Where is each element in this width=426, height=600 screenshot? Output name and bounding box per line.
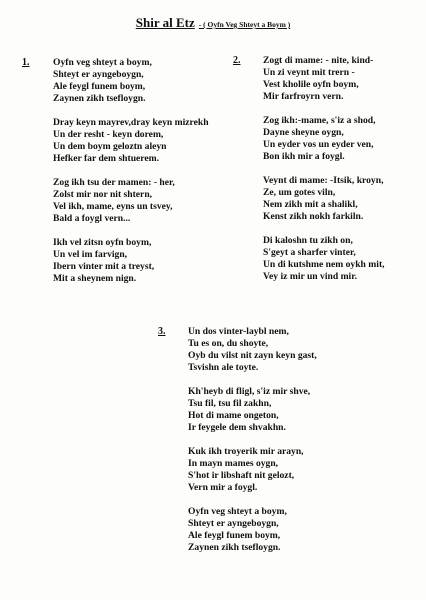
verse-line: Oyfn veg shteyt a boym, bbox=[188, 506, 287, 517]
verse-line: Tsu fil, tsu fil zakhn, bbox=[188, 398, 272, 409]
verse-line: Tsvishn ale toyte. bbox=[188, 362, 259, 373]
stanza bbox=[53, 117, 209, 165]
verse-line: Shteyt er ayngeboygn, bbox=[53, 69, 144, 80]
verse-section-2 bbox=[263, 55, 385, 295]
verse-line: Tu es on, du shoyte, bbox=[188, 338, 269, 349]
verse-line: Vel ikh, mame, eyns un tsvey, bbox=[53, 201, 173, 212]
stanza bbox=[53, 177, 209, 225]
verse-line: Ibern vinter mit a treyst, bbox=[53, 261, 155, 272]
stanza bbox=[188, 326, 317, 374]
verse-line: Un vel im farvign, bbox=[53, 249, 128, 260]
section-number-3: 3. bbox=[158, 326, 166, 337]
verse-line: Zog ikh:-mame, s'iz a shod, bbox=[263, 115, 376, 126]
verse-line: Vey iz mir un vind mir. bbox=[263, 271, 357, 282]
verse-line: Zogt di mame: - nite, kind- bbox=[263, 55, 374, 66]
verse-line: S'hot ir libshaft nit gelozt, bbox=[188, 470, 295, 481]
verse-line: Mit a sheynem nign. bbox=[53, 273, 137, 284]
verse-line: Dayne sheyne oygn, bbox=[263, 127, 344, 138]
verse-line: Ikh vel zitsn oyfn boym, bbox=[53, 237, 152, 248]
verse-line: Un dem boym geloztn aleyn bbox=[53, 141, 167, 152]
verse-line: Un di kutshme nem oykh mit, bbox=[263, 259, 385, 270]
song-title: Shir al Etz bbox=[135, 15, 195, 30]
verse-line: Zaynen zikh tsefloygn. bbox=[53, 93, 146, 104]
stanza bbox=[263, 115, 385, 163]
stanza bbox=[263, 55, 385, 103]
stanza bbox=[53, 57, 209, 105]
section-number-1: 1. bbox=[22, 57, 30, 68]
verse-line: Bald a foygl vern... bbox=[53, 213, 131, 224]
verse-line: Hot di mame ongeton, bbox=[188, 410, 279, 421]
verse-line: Veynt di mame: -Itsik, kroyn, bbox=[263, 175, 384, 186]
verse-line: Ir feygele dem shvakhn. bbox=[188, 422, 286, 433]
verse-line: Shteyt er ayngeboygn, bbox=[188, 518, 279, 529]
verse-line: Vest kholile oyfn boym, bbox=[263, 79, 359, 90]
verse-line: Ale feygl funem boym, bbox=[53, 81, 146, 92]
verse-line: In mayn mames oygn, bbox=[188, 458, 279, 469]
verse-line: Zaynen zikh tsefloygn. bbox=[188, 542, 281, 553]
verse-line: Vern mir a foygl. bbox=[188, 482, 258, 493]
verse-line: Bon ikh mir a foygl. bbox=[263, 151, 345, 162]
verse-line: Kenst zikh nokh farkiln. bbox=[263, 211, 364, 222]
stanza bbox=[188, 446, 317, 494]
stanza bbox=[188, 386, 317, 434]
song-title-line bbox=[0, 14, 426, 32]
verse-line: Kh'heyb di fligl, s'iz mir shve, bbox=[188, 386, 311, 397]
verse-line: Dray keyn mayrev,dray keyn mizrekh bbox=[53, 117, 209, 128]
song-subtitle: - ( Oyfn Veg Shteyt a Boym ) bbox=[198, 20, 291, 29]
verse-line: Hefker far dem shtuerem. bbox=[53, 153, 160, 164]
verse-line: Di kaloshn tu zikh on, bbox=[263, 235, 353, 246]
verse-line: Oyfn veg shteyt a boym, bbox=[53, 57, 152, 68]
verse-line: Kuk ikh troyerik mir arayn, bbox=[188, 446, 304, 457]
verse-line: Zolst mir nor nit shtern, bbox=[53, 189, 153, 200]
stanza bbox=[263, 175, 385, 223]
verse-line: Oyb du vilst nit zayn keyn gast, bbox=[188, 350, 317, 361]
verse-line: Un zi veynt mit trern - bbox=[263, 67, 355, 78]
verse-line: Un eyder vos un eyder ven, bbox=[263, 139, 374, 150]
verse-line: Un der resht - keyn dorem, bbox=[53, 129, 164, 140]
verse-line: S'geyt a sharfer vinter, bbox=[263, 247, 356, 258]
verse-section-1 bbox=[53, 57, 209, 297]
verse-line: Un dos vinter-laybl nem, bbox=[188, 326, 289, 337]
verse-section-3 bbox=[188, 326, 317, 566]
verse-line: Mir farfroyrn vern. bbox=[263, 91, 344, 102]
section-number-2: 2. bbox=[233, 55, 241, 66]
stanza bbox=[53, 237, 209, 285]
verse-line: Zog ikh tsu der mamen: - her, bbox=[53, 177, 175, 188]
verse-line: Nem zikh mit a shalikl, bbox=[263, 199, 358, 210]
verse-line: Ale feygl funem boym, bbox=[188, 530, 281, 541]
stanza bbox=[188, 506, 317, 554]
stanza bbox=[263, 235, 385, 283]
verse-line: Ze, um gotes viln, bbox=[263, 187, 336, 198]
